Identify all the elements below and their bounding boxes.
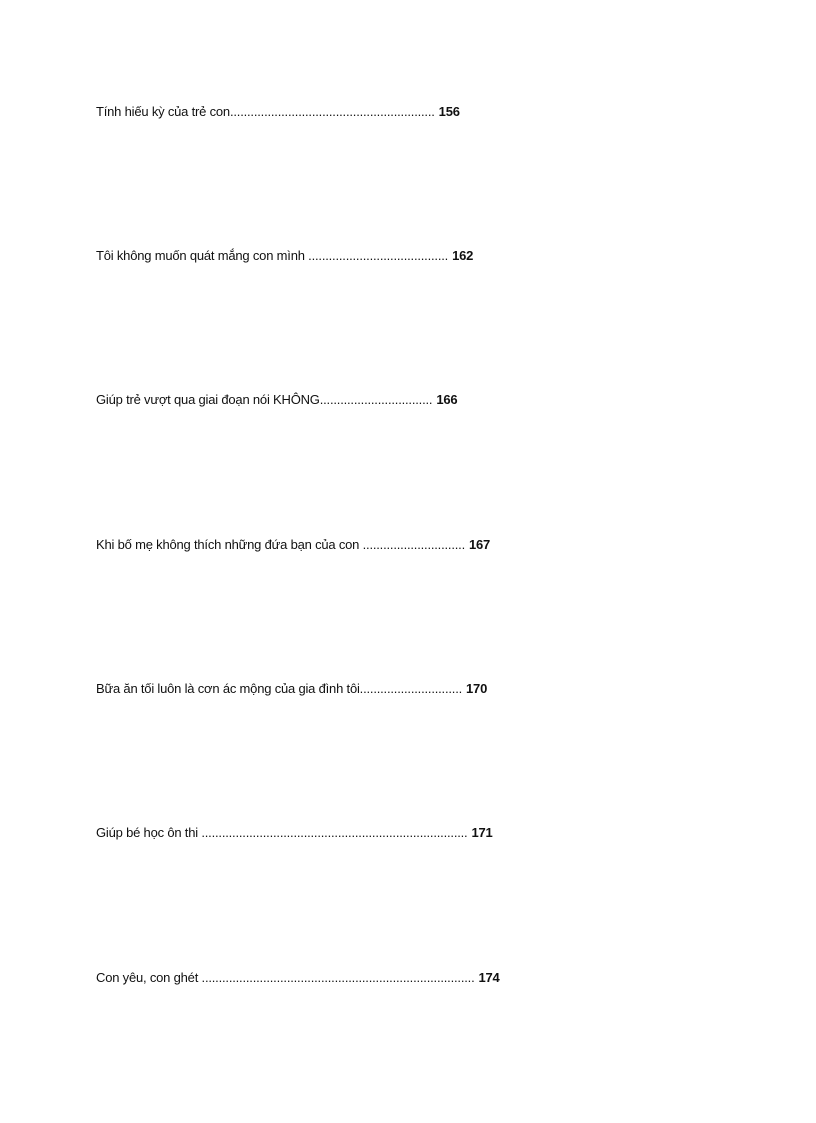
toc-entry-page: 156 bbox=[438, 104, 460, 119]
toc-entry[interactable] bbox=[96, 248, 473, 264]
toc-entry[interactable] bbox=[96, 392, 457, 408]
toc-entry[interactable] bbox=[96, 825, 493, 841]
toc-entry-title: Tính hiếu kỳ của trẻ con bbox=[96, 104, 230, 119]
toc-entry-page: 166 bbox=[436, 392, 458, 407]
toc-entry-title: Giúp bé học ôn thi bbox=[96, 825, 202, 840]
toc-entry-leader: .............................. bbox=[359, 681, 463, 696]
toc-entry-leader: .............................................................................. bbox=[201, 825, 468, 840]
toc-entry-page: 162 bbox=[452, 248, 474, 263]
toc-entry-page: 170 bbox=[466, 681, 488, 696]
toc-entry-leader: ......................................... bbox=[308, 248, 449, 263]
toc-entry[interactable] bbox=[96, 537, 490, 553]
toc-entry[interactable] bbox=[96, 970, 500, 986]
toc-entry[interactable] bbox=[96, 104, 460, 120]
toc-entry[interactable] bbox=[96, 681, 487, 697]
toc-entry-leader: ................................................................................ bbox=[201, 970, 475, 985]
toc-entry-title: Con yêu, con ghét bbox=[96, 970, 202, 985]
toc-entry-title: Giúp trẻ vượt qua giai đoạn nói KHÔNG bbox=[96, 392, 320, 407]
toc-entry-page: 171 bbox=[471, 825, 493, 840]
toc-entry-leader: ................................. bbox=[319, 392, 433, 407]
toc-entry-page: 167 bbox=[468, 537, 491, 552]
toc-entry-leader: .............................. bbox=[362, 537, 465, 552]
toc-entry-leader: ............................................................ bbox=[229, 104, 435, 119]
toc-entry-title: Bữa ăn tối luôn là cơn ác mộng của gia đình tôi bbox=[96, 681, 360, 696]
toc-entry-page: 174 bbox=[478, 970, 500, 985]
toc-entry-title: Khi bố mẹ không thích những đứa bạn của con bbox=[96, 537, 363, 552]
toc-entry-title: Tôi không muốn quát mắng con mình bbox=[96, 248, 309, 263]
